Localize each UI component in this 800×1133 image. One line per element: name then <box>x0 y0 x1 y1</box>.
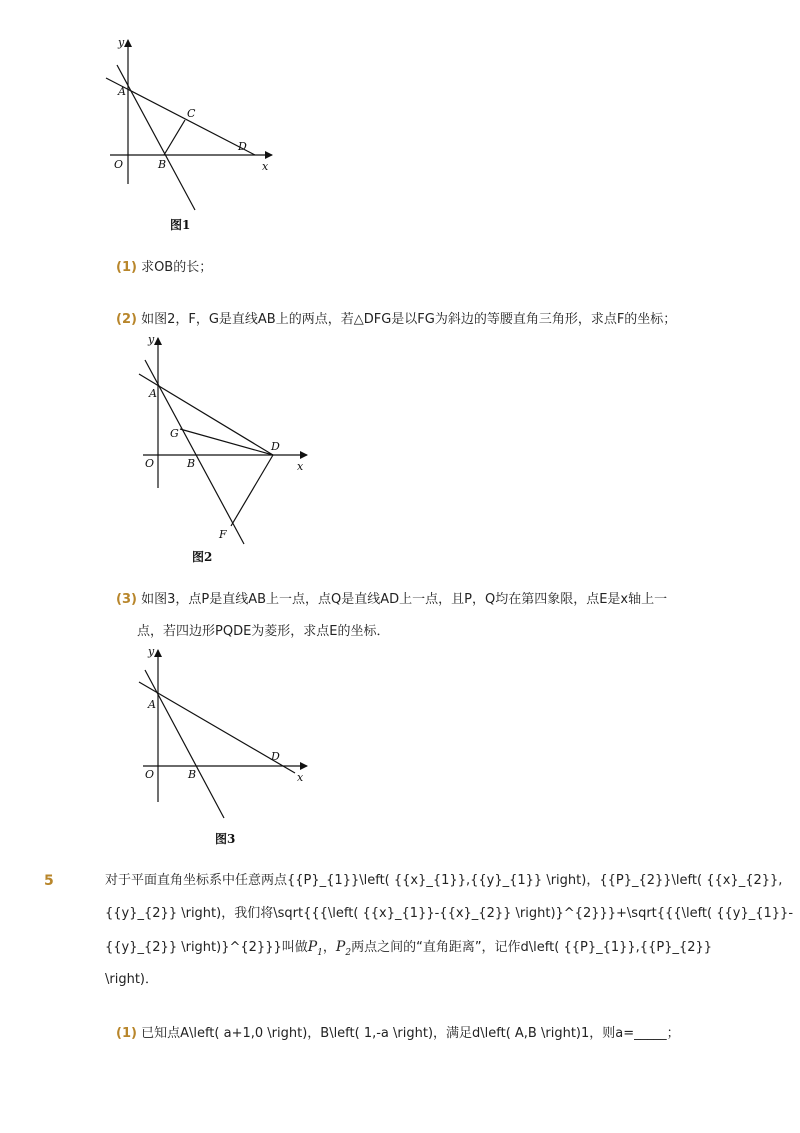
part-1 <box>116 258 212 278</box>
label-o: O <box>145 457 155 470</box>
line-ab <box>145 360 244 544</box>
part-3-text-line-1: 如图3，点P是直线AB上一点，点Q是直线AD上一点，且P，Q均在第四象限，点E是x轴上一 <box>141 592 668 607</box>
label-d: D <box>238 140 247 153</box>
label-y: y <box>148 645 155 658</box>
question-5-line-1: 对于平面直角坐标系中任意两点{{P}_{1}}\left( {{x}_{1}},{{y}_{1}} \right)，{{P}_{2}}\left( {{x}_{2}}, <box>105 873 783 888</box>
figure-2-graph <box>135 330 315 570</box>
question-5-part-1 <box>116 1024 680 1044</box>
question-5-separator: ， <box>322 940 336 955</box>
figure-3-caption: 图3 <box>215 832 236 846</box>
question-5-line-3-end: 两点之间的“直角距离”，记作d\left( {{P}_{1}},{{P}_{2}} <box>351 940 713 955</box>
segment-bc <box>164 120 185 155</box>
question-5-line-3-start: {{y}_{2}} \right)}^{2}}}叫做 <box>105 940 308 955</box>
line-ab <box>145 670 224 818</box>
question-5-part-1-number: (1) <box>116 1026 137 1041</box>
figure-3 <box>135 642 315 852</box>
question-5-part-1-text: 已知点A\left( a+1,0 \right)，B\left( 1,-a \right)，满足d\left( A,B \right)1，则a=_____； <box>141 1026 680 1041</box>
label-d: D <box>271 440 280 453</box>
label-o: O <box>114 158 124 171</box>
question-5-line-4: \right)． <box>105 972 158 987</box>
label-x: x <box>297 460 304 473</box>
segment-df <box>231 455 273 526</box>
label-x: x <box>262 160 269 173</box>
figure-1-graph <box>100 34 280 234</box>
label-g: G <box>170 427 179 440</box>
label-b: B <box>188 768 197 781</box>
question-5-number: 5 <box>44 873 54 889</box>
label-x: x <box>297 771 304 784</box>
label-y: y <box>148 333 155 346</box>
label-y: y <box>118 36 125 49</box>
question-5-line-2: {{y}_{2}} \right)，我们将\sqrt{{{\left( {{x}_{1}}-{{x}_{2}} \right)}^{2}}}+\sqrt{{{\left( {{y}_{1}}- <box>105 906 794 921</box>
label-f: F <box>219 528 227 541</box>
label-c: C <box>187 107 196 120</box>
line-ab <box>117 65 195 210</box>
part-2-text: 如图2，F，G是直线AB上的两点，若△DFG是以FG为斜边的等腰直角三角形，求点F的坐标； <box>141 312 677 327</box>
part-3-number: (3) <box>116 592 137 607</box>
figure-1-caption: 图1 <box>170 218 191 232</box>
part-1-number: (1) <box>116 260 137 275</box>
part-3-line-2 <box>137 622 390 642</box>
label-b: B <box>158 158 167 171</box>
part-2 <box>116 310 676 330</box>
label-a: A <box>118 85 126 98</box>
figure-2-caption: 图2 <box>192 550 213 564</box>
label-b: B <box>187 457 196 470</box>
label-a: A <box>148 698 156 711</box>
label-a: A <box>149 387 157 400</box>
part-2-number: (2) <box>116 312 137 327</box>
label-o: O <box>145 768 155 781</box>
figure-2 <box>135 330 315 570</box>
part-1-text: 求OB的长； <box>141 260 213 275</box>
part-3-line-1 <box>116 590 667 610</box>
label-d: D <box>271 750 280 763</box>
p2-symbol: $P_2$ <box>335 939 352 958</box>
figure-1 <box>100 34 280 234</box>
figure-3-graph <box>135 642 315 852</box>
question-5-line-3 <box>105 937 712 963</box>
p1-symbol: $P_1$ <box>307 939 323 958</box>
part-3-text-line-2: 点，若四边形PQDE为菱形，求点E的坐标． <box>137 624 390 639</box>
